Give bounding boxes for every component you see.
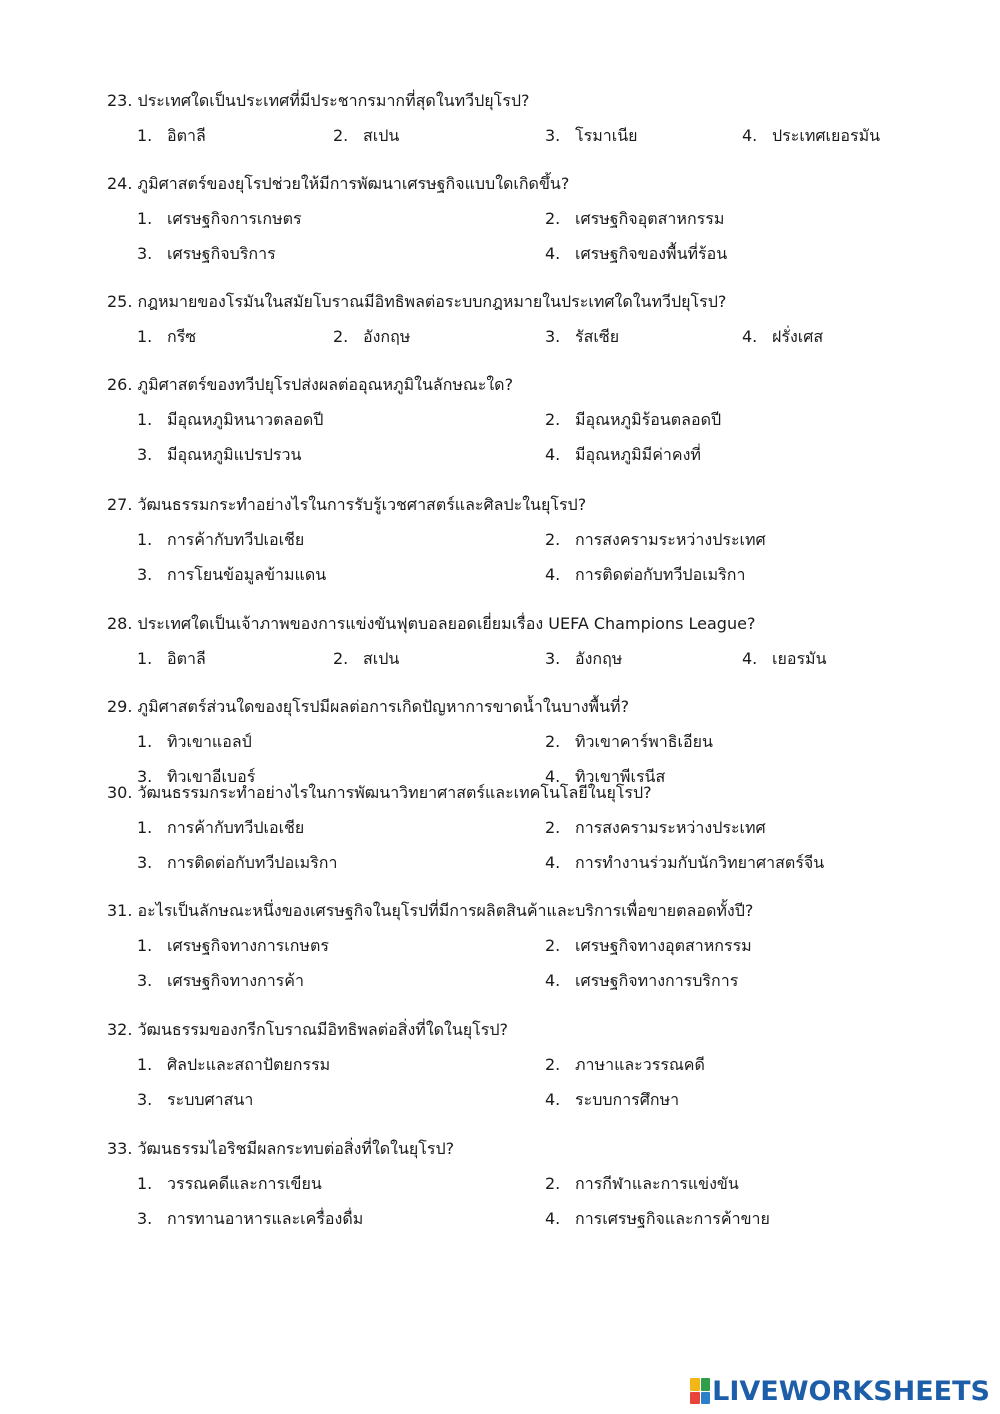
logo-icon xyxy=(690,1378,710,1404)
option-number: 4. xyxy=(545,1209,561,1228)
option-number: 1. xyxy=(137,1055,153,1074)
option-label: การติดต่อกับทวีปอเมริกา xyxy=(167,853,338,872)
option-label: การค้ากับทวีปเอเชีย xyxy=(167,530,305,549)
option-number: 4. xyxy=(545,1090,561,1109)
question-32 xyxy=(107,1019,987,1109)
option-number: 3. xyxy=(137,1209,153,1228)
option-label: การทำงานร่วมกับนักวิทยาศาสตร์จีน xyxy=(575,853,825,872)
option-number: 1. xyxy=(137,732,153,751)
option-1[interactable] xyxy=(137,125,206,147)
option-label: โรมาเนีย xyxy=(575,126,638,145)
option-2[interactable] xyxy=(545,529,766,551)
option-number: 3. xyxy=(137,767,153,786)
question-text: 24. ภูมิศาสตร์ของยุโรปช่วยให้มีการพัฒนาเศรษฐกิจแบบใดเกิดขึ้น? xyxy=(107,174,570,193)
option-label: เศรษฐกิจของพื้นที่ร้อน xyxy=(575,244,728,263)
option-2[interactable] xyxy=(333,326,410,348)
option-3[interactable] xyxy=(137,1089,253,1111)
option-1[interactable] xyxy=(137,208,302,230)
option-label: ศิลปะและสถาปัตยกรรม xyxy=(167,1055,331,1074)
option-label: การสงครามระหว่างประเทศ xyxy=(575,530,766,549)
option-3[interactable] xyxy=(545,125,638,147)
option-label: มีอุณหภูมิแปรปรวน xyxy=(167,445,302,464)
option-1[interactable] xyxy=(137,1173,322,1195)
question-27 xyxy=(107,494,987,584)
option-label: การทานอาหารและเครื่องดื่ม xyxy=(167,1209,364,1228)
option-3[interactable] xyxy=(545,326,619,348)
option-4[interactable] xyxy=(742,648,827,670)
option-3[interactable] xyxy=(137,852,337,874)
option-label: เยอรมัน xyxy=(772,649,827,668)
option-number: 3. xyxy=(137,445,153,464)
option-label: เศรษฐกิจอุตสาหกรรม xyxy=(575,209,725,228)
option-4[interactable] xyxy=(545,444,701,466)
option-label: การโยนข้อมูลข้ามแดน xyxy=(167,565,327,584)
question-31 xyxy=(107,900,987,990)
option-2[interactable] xyxy=(545,817,766,839)
option-4[interactable] xyxy=(545,1208,770,1230)
option-number: 1. xyxy=(137,126,153,145)
option-label: ระบบศาสนา xyxy=(167,1090,254,1109)
option-number: 4. xyxy=(545,971,561,990)
option-number: 4. xyxy=(545,767,561,786)
question-text: 30. วัฒนธรรมกระทำอย่างไรในการพัฒนาวิทยาศาสตร์และเทคโนโลยีในยุโรป? xyxy=(107,783,652,802)
option-4[interactable] xyxy=(545,852,824,874)
option-4[interactable] xyxy=(545,243,727,265)
question-23 xyxy=(107,90,987,145)
option-3[interactable] xyxy=(545,648,622,670)
option-label: เศรษฐกิจทางอุตสาหกรรม xyxy=(575,936,752,955)
option-2[interactable] xyxy=(333,648,399,670)
option-label: สเปน xyxy=(363,126,400,145)
option-label: ภาษาและวรรณคดี xyxy=(575,1055,705,1074)
option-2[interactable] xyxy=(545,1054,705,1076)
question-text: 31. อะไรเป็นลักษณะหนึ่งของเศรษฐกิจในยุโรปที่มีการผลิตสินค้าและบริการเพื่อขายตลอดทั้งปี? xyxy=(107,901,754,920)
option-number: 4. xyxy=(545,445,561,464)
option-4[interactable] xyxy=(545,1089,679,1111)
option-4[interactable] xyxy=(545,564,745,586)
question-text: 29. ภูมิศาสตร์ส่วนใดของยุโรปมีผลต่อการเกิดปัญหาการขาดน้ำในบางพื้นที่? xyxy=(107,697,630,716)
option-3[interactable] xyxy=(137,970,304,992)
option-number: 1. xyxy=(137,936,153,955)
brand-name: LIVEWORKSHEETS xyxy=(712,1375,990,1407)
option-4[interactable] xyxy=(742,125,880,147)
option-number: 3. xyxy=(137,853,153,872)
option-number: 3. xyxy=(545,126,561,145)
option-number: 2. xyxy=(545,818,561,837)
option-2[interactable] xyxy=(545,409,721,431)
question-24 xyxy=(107,173,987,263)
option-2[interactable] xyxy=(545,935,752,957)
option-label: ทิวเขาอีเบอร์ xyxy=(167,767,256,786)
option-number: 4. xyxy=(545,853,561,872)
option-label: เศรษฐกิจทางการค้า xyxy=(167,971,304,990)
option-number: 3. xyxy=(137,244,153,263)
option-label: กรีซ xyxy=(167,327,197,346)
option-number: 2. xyxy=(333,327,349,346)
option-1[interactable] xyxy=(137,326,196,348)
option-1[interactable] xyxy=(137,731,252,753)
option-number: 4. xyxy=(545,565,561,584)
option-label: การติดต่อกับทวีปอเมริกา xyxy=(575,565,746,584)
option-2[interactable] xyxy=(545,1173,739,1195)
question-29 xyxy=(107,696,987,786)
option-4[interactable] xyxy=(742,326,823,348)
option-1[interactable] xyxy=(137,935,329,957)
option-number: 3. xyxy=(137,971,153,990)
option-number: 3. xyxy=(137,1090,153,1109)
option-number: 3. xyxy=(137,565,153,584)
option-label: มีอุณหภูมิมีค่าคงที่ xyxy=(575,445,701,464)
question-30 xyxy=(107,782,987,872)
option-label: การกีฬาและการแข่งขัน xyxy=(575,1174,739,1193)
option-3[interactable] xyxy=(137,564,326,586)
option-label: สเปน xyxy=(363,649,400,668)
question-text: 28. ประเทศใดเป็นเจ้าภาพของการแข่งขันฟุตบอลยอดเยี่ยมเรื่อง UEFA Champions League? xyxy=(107,614,756,633)
option-number: 2. xyxy=(545,209,561,228)
option-label: วรรณคดีและการเขียน xyxy=(167,1174,322,1193)
option-label: การสงครามระหว่างประเทศ xyxy=(575,818,766,837)
option-number: 2. xyxy=(333,126,349,145)
option-2[interactable] xyxy=(545,208,724,230)
option-label: ระบบการศึกษา xyxy=(575,1090,680,1109)
option-number: 1. xyxy=(137,1174,153,1193)
option-number: 2. xyxy=(545,936,561,955)
question-25 xyxy=(107,291,987,346)
option-number: 2. xyxy=(545,410,561,429)
option-label: ประเทศเยอรมัน xyxy=(772,126,881,145)
option-number: 4. xyxy=(742,649,758,668)
question-text: 27. วัฒนธรรมกระทำอย่างไรในการรับรู้เวชศาสตร์และศิลปะในยุโรป? xyxy=(107,495,587,514)
option-label: อังกฤษ xyxy=(575,649,623,668)
option-label: การค้ากับทวีปเอเชีย xyxy=(167,818,305,837)
option-4[interactable] xyxy=(545,970,738,992)
option-number: 1. xyxy=(137,649,153,668)
option-label: อิตาลี xyxy=(167,126,206,145)
option-label: ทิวเขาคาร์พาธิเอียน xyxy=(575,732,713,751)
option-1[interactable] xyxy=(137,409,323,431)
option-number: 2. xyxy=(545,1055,561,1074)
option-1[interactable] xyxy=(137,648,206,670)
option-number: 4. xyxy=(545,244,561,263)
option-number: 4. xyxy=(742,126,758,145)
option-1[interactable] xyxy=(137,817,304,839)
option-label: อิตาลี xyxy=(167,649,206,668)
option-label: มีอุณหภูมิหนาวตลอดปี xyxy=(167,410,324,429)
question-text: 25. กฎหมายของโรมันในสมัยโบราณมีอิทธิพลต่อระบบกฎหมายในประเทศใดในทวีปยุโรป? xyxy=(107,292,727,311)
option-label: เศรษฐกิจทางการเกษตร xyxy=(167,936,329,955)
option-label: ทิวเขาพีเรนีส xyxy=(575,767,666,786)
option-label: ทิวเขาแอลป์ xyxy=(167,732,252,751)
option-number: 1. xyxy=(137,209,153,228)
option-number: 2. xyxy=(333,649,349,668)
option-number: 1. xyxy=(137,327,153,346)
liveworksheets-logo xyxy=(690,1376,990,1406)
option-number: 4. xyxy=(742,327,758,346)
option-3[interactable] xyxy=(137,444,301,466)
option-2[interactable] xyxy=(545,731,713,753)
option-label: เศรษฐกิจการเกษตร xyxy=(167,209,302,228)
option-label: การเศรษฐกิจและการค้าขาย xyxy=(575,1209,770,1228)
option-number: 1. xyxy=(137,818,153,837)
option-number: 1. xyxy=(137,410,153,429)
option-number: 3. xyxy=(545,649,561,668)
question-text: 32. วัฒนธรรมของกรีกโบราณมีอิทธิพลต่อสิ่งที่ใดในยุโรป? xyxy=(107,1020,509,1039)
question-33 xyxy=(107,1138,987,1228)
option-label: เศรษฐกิจบริการ xyxy=(167,244,276,263)
option-label: มีอุณหภูมิร้อนตลอดปี xyxy=(575,410,722,429)
question-text: 33. วัฒนธรรมไอริชมีผลกระทบต่อสิ่งที่ใดในยุโรป? xyxy=(107,1139,455,1158)
question-26 xyxy=(107,374,987,464)
option-label: รัสเซีย xyxy=(575,327,620,346)
question-28 xyxy=(107,613,987,668)
option-1[interactable] xyxy=(137,1054,330,1076)
option-number: 2. xyxy=(545,530,561,549)
option-number: 2. xyxy=(545,1174,561,1193)
option-1[interactable] xyxy=(137,529,304,551)
question-text: 26. ภูมิศาสตร์ของทวีปยุโรปส่งผลต่ออุณหภูมิในลักษณะใด? xyxy=(107,375,514,394)
option-label: เศรษฐกิจทางการบริการ xyxy=(575,971,739,990)
option-number: 1. xyxy=(137,530,153,549)
option-number: 3. xyxy=(545,327,561,346)
option-label: อังกฤษ xyxy=(363,327,411,346)
option-number: 2. xyxy=(545,732,561,751)
question-text: 23. ประเทศใดเป็นประเทศที่มีประชากรมากที่สุดในทวีปยุโรป? xyxy=(107,91,530,110)
option-label: ฝรั่งเศส xyxy=(772,327,824,346)
option-3[interactable] xyxy=(137,243,276,265)
option-3[interactable] xyxy=(137,1208,363,1230)
option-2[interactable] xyxy=(333,125,399,147)
